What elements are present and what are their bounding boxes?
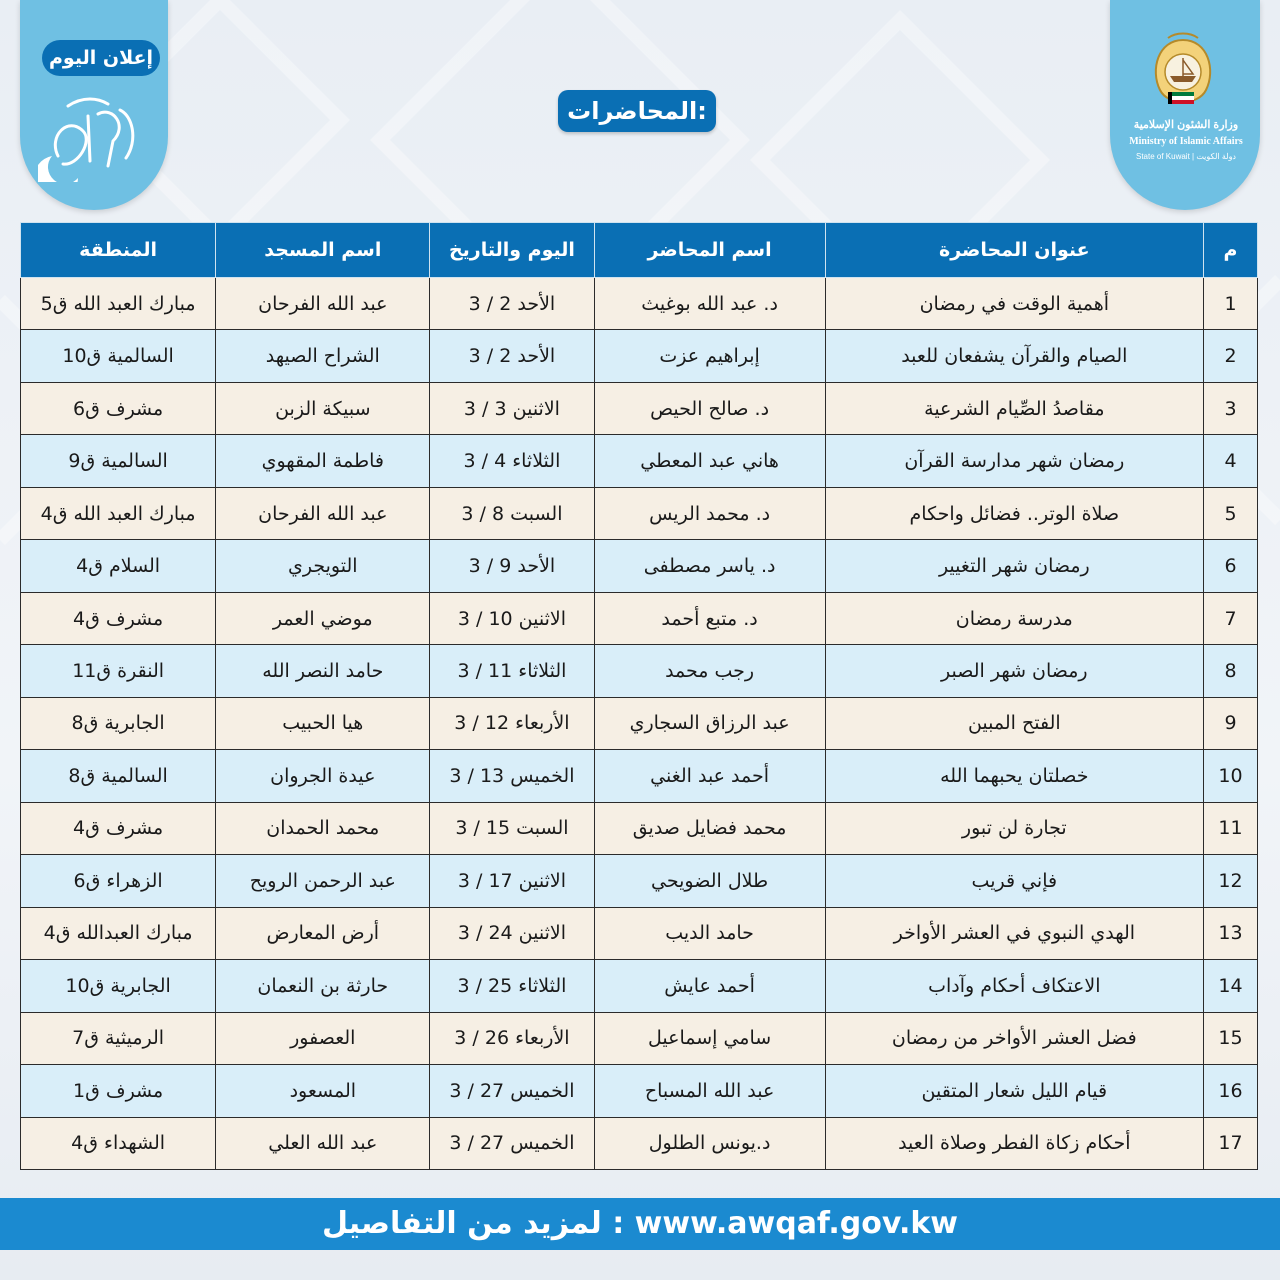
area-name: الجابرية ق8: [21, 697, 216, 749]
lecturer-name: عبد الله المسباح: [594, 1065, 825, 1117]
lecturer-name: سامي إسماعيل: [594, 1012, 825, 1064]
lecture-date: الأحد 2 / 3: [430, 330, 594, 382]
lecture-title: فضل العشر الأواخر من رمضان: [825, 1012, 1203, 1064]
header-lecturer: اسم المحاضر: [594, 223, 825, 278]
lecturer-name: د. ياسر مصطفى: [594, 540, 825, 592]
lecture-title: أهمية الوقت في رمضان: [825, 278, 1203, 330]
state-label: State of Kuwait | دولة الكويت: [1135, 152, 1236, 161]
mosque-name: سبيكة الزبن: [216, 382, 430, 434]
row-number: 7: [1203, 592, 1257, 644]
lecturer-name: طلال الضويحي: [594, 855, 825, 907]
area-name: السلام ق4: [21, 540, 216, 592]
area-name: مشرف ق6: [21, 382, 216, 434]
mosque-name: عبد الله الفرحان: [216, 278, 430, 330]
table-row: [21, 278, 1258, 330]
row-number: 8: [1203, 645, 1257, 697]
lecturer-name: رجب محمد: [594, 645, 825, 697]
table-row: [21, 750, 1258, 802]
lecture-date: الأربعاء 26 / 3: [430, 1012, 594, 1064]
lecturer-name: هاني عبد المعطي: [594, 435, 825, 487]
table-row: [21, 330, 1258, 382]
header-date: اليوم والتاريخ: [430, 223, 594, 278]
table-row: [21, 960, 1258, 1012]
table-row: [21, 855, 1258, 907]
lecture-title: الهدي النبوي في العشر الأواخر: [825, 907, 1203, 959]
lecture-date: الخميس 27 / 3: [430, 1065, 594, 1117]
mosque-name: العصفور: [216, 1012, 430, 1064]
lecturer-name: عبد الرزاق السجاري: [594, 697, 825, 749]
header-mosque: اسم المسجد: [216, 223, 430, 278]
lecture-title: خصلتان يحبهما الله: [825, 750, 1203, 802]
table-row: [21, 645, 1258, 697]
mosque-name: هيا الحبيب: [216, 697, 430, 749]
row-number: 6: [1203, 540, 1257, 592]
mosque-name: المسعود: [216, 1065, 430, 1117]
lecture-date: الثلاثاء 25 / 3: [430, 960, 594, 1012]
row-number: 15: [1203, 1012, 1257, 1064]
lecture-date: الاثنين 17 / 3: [430, 855, 594, 907]
mosque-name: محمد الحمدان: [216, 802, 430, 854]
mosque-name: موضي العمر: [216, 592, 430, 644]
mosque-name: عبد الله الفرحان: [216, 487, 430, 539]
lecture-title: صلاة الوتر.. فضائل واحكام: [825, 487, 1203, 539]
row-number: 11: [1203, 802, 1257, 854]
table-row: [21, 540, 1258, 592]
lecture-title: قيام الليل شعار المتقين: [825, 1065, 1203, 1117]
area-name: مبارك العبد الله ق5: [21, 278, 216, 330]
lecture-date: الأحد 9 / 3: [430, 540, 594, 592]
mosque-name: أرض المعارض: [216, 907, 430, 959]
lecture-title: رمضان شهر مدارسة القرآن: [825, 435, 1203, 487]
row-number: 17: [1203, 1117, 1257, 1170]
row-number: 5: [1203, 487, 1257, 539]
lecture-date: الخميس 27 / 3: [430, 1117, 594, 1170]
row-number: 2: [1203, 330, 1257, 382]
lecture-date: الاثنين 24 / 3: [430, 907, 594, 959]
lecturer-name: إبراهيم عزت: [594, 330, 825, 382]
table-row: [21, 487, 1258, 539]
lecturer-name: د.يونس الطلول: [594, 1117, 825, 1170]
lecture-date: الاثنين 10 / 3: [430, 592, 594, 644]
area-name: السالمية ق8: [21, 750, 216, 802]
row-number: 14: [1203, 960, 1257, 1012]
header-lecture-title: عنوان المحاضرة: [825, 223, 1203, 278]
ministry-name-english: Ministry of Islamic Affairs: [1129, 136, 1243, 147]
table-row: [21, 435, 1258, 487]
mosque-name: عيدة الجروان: [216, 750, 430, 802]
table-row: [21, 592, 1258, 644]
table-row: [21, 802, 1258, 854]
lecture-title: مقاصدُ الصِّيام الشرعية: [825, 382, 1203, 434]
lecture-title: رمضان شهر الصبر: [825, 645, 1203, 697]
row-number: 3: [1203, 382, 1257, 434]
lecturer-name: أحمد عبد الغني: [594, 750, 825, 802]
lecture-date: السبت 8 / 3: [430, 487, 594, 539]
lecture-title: فإني قريب: [825, 855, 1203, 907]
mosque-name: حارثة بن النعمان: [216, 960, 430, 1012]
row-number: 16: [1203, 1065, 1257, 1117]
lecture-date: الثلاثاء 4 / 3: [430, 435, 594, 487]
mosque-name: الشراح الصيهد: [216, 330, 430, 382]
lecture-title: الصيام والقرآن يشفعان للعبد: [825, 330, 1203, 382]
table-row: [21, 1065, 1258, 1117]
area-name: السالمية ق10: [21, 330, 216, 382]
area-name: مشرف ق4: [21, 802, 216, 854]
lecturer-name: د. محمد الريس: [594, 487, 825, 539]
section-title: المحاضرات:: [558, 90, 716, 132]
row-number: 4: [1203, 435, 1257, 487]
footer-website-text: لمزيد من التفاصيل : www.awqaf.gov.kw: [321, 1206, 958, 1241]
area-name: النقرة ق11: [21, 645, 216, 697]
lecture-date: الأحد 2 / 3: [430, 278, 594, 330]
lecturer-name: محمد فضايل صديق: [594, 802, 825, 854]
lecturer-name: د. عبد الله بوغيث: [594, 278, 825, 330]
lecture-date: السبت 15 / 3: [430, 802, 594, 854]
row-number: 12: [1203, 855, 1257, 907]
ministry-name-arabic: وزارة الشئون الإسلامية: [1133, 119, 1239, 131]
table-row: [21, 382, 1258, 434]
area-name: الزهراء ق6: [21, 855, 216, 907]
lecture-title: الاعتكاف أحكام وآداب: [825, 960, 1203, 1012]
lecture-title: رمضان شهر التغيير: [825, 540, 1203, 592]
row-number: 10: [1203, 750, 1257, 802]
area-name: الرميثية ق7: [21, 1012, 216, 1064]
area-name: الشهداء ق4: [21, 1117, 216, 1170]
mosque-name: عبد الرحمن الرويح: [216, 855, 430, 907]
area-name: الجابرية ق10: [21, 960, 216, 1012]
lecture-date: الثلاثاء 11 / 3: [430, 645, 594, 697]
area-name: مبارك العبد الله ق4: [21, 487, 216, 539]
table-row: [21, 1117, 1258, 1170]
lectures-table: [20, 222, 1258, 1170]
table-row: [21, 697, 1258, 749]
header-area: المنطقة: [21, 223, 216, 278]
lecture-title: مدرسة رمضان: [825, 592, 1203, 644]
lecture-date: الأربعاء 12 / 3: [430, 697, 594, 749]
lecturer-name: د. متبع أحمد: [594, 592, 825, 644]
row-number: 13: [1203, 907, 1257, 959]
mosque-name: التويجري: [216, 540, 430, 592]
mosque-name: عبد الله العلي: [216, 1117, 430, 1170]
lecture-title: الفتح المبين: [825, 697, 1203, 749]
header-number: م: [1203, 223, 1257, 278]
table-header-row: [21, 223, 1258, 278]
row-number: 1: [1203, 278, 1257, 330]
lecturer-name: أحمد عايش: [594, 960, 825, 1012]
table-row: [21, 907, 1258, 959]
lecture-title: أحكام زكاة الفطر وصلاة العيد: [825, 1117, 1203, 1170]
ramadan-calligraphy-logo-icon: [38, 86, 150, 182]
lecture-date: الاثنين 3 / 3: [430, 382, 594, 434]
lecturer-name: د. صالح الحيص: [594, 382, 825, 434]
row-number: 9: [1203, 697, 1257, 749]
area-name: مشرف ق4: [21, 592, 216, 644]
announce-badge: إعلان اليوم: [42, 40, 160, 76]
lecture-date: الخميس 13 / 3: [430, 750, 594, 802]
mosque-name: فاطمة المقهوي: [216, 435, 430, 487]
area-name: السالمية ق9: [21, 435, 216, 487]
area-name: مبارك العبدالله ق4: [21, 907, 216, 959]
area-name: مشرف ق1: [21, 1065, 216, 1117]
lecture-title: تجارة لن تبور: [825, 802, 1203, 854]
mosque-name: حامد النصر الله: [216, 645, 430, 697]
lecturer-name: حامد الديب: [594, 907, 825, 959]
table-row: [21, 1012, 1258, 1064]
kuwait-emblem-icon: [1138, 30, 1228, 116]
